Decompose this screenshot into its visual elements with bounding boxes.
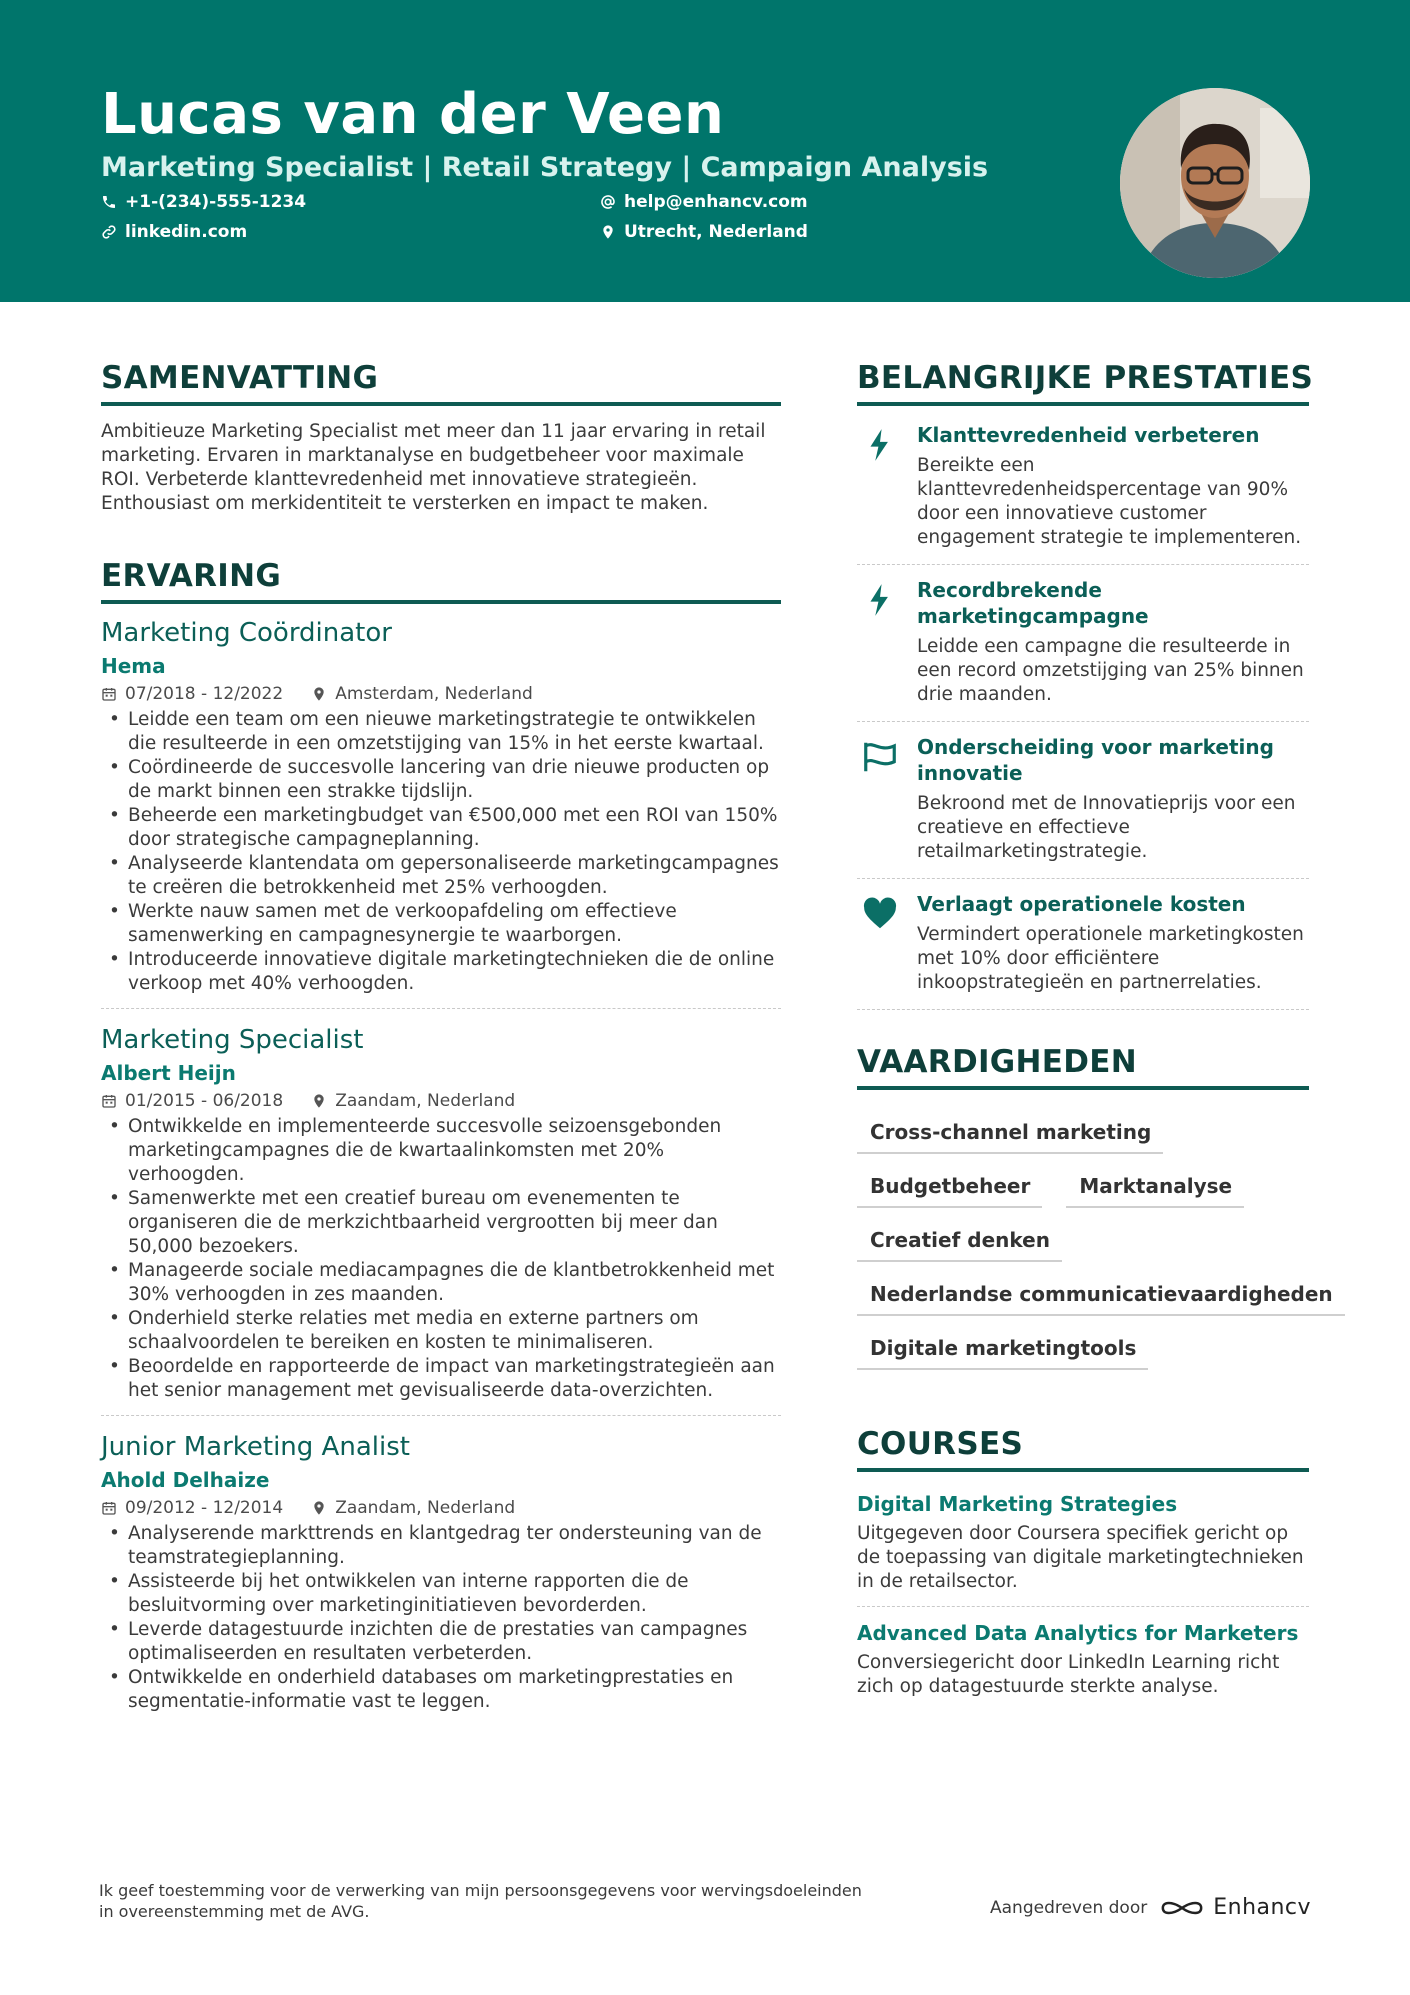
bullet-item: • Manageerde sociale mediacampagnes die de klantbetrokkenheid met 30% verhoogden in zes maanden. (101, 1259, 781, 1307)
job-title: Junior Marketing Analist (101, 1432, 410, 1462)
phone-icon (101, 194, 117, 210)
job-dates (101, 1498, 283, 1518)
job-bullets (101, 708, 781, 996)
job-dates (101, 684, 283, 704)
achievements-heading: BELANGRIJKE PRESTATIES (857, 360, 1309, 406)
job-company: Ahold Delhaize (101, 1468, 270, 1492)
skill-tag: Budgetbeheer (857, 1166, 1042, 1208)
job-meta (101, 684, 781, 704)
calendar-icon (101, 1093, 117, 1109)
courses-heading: COURSES (857, 1426, 1309, 1472)
location-contact (600, 222, 808, 242)
skill-tag: Marktanalyse (1066, 1166, 1244, 1208)
phone-value: +1-(234)-555-1234 (125, 192, 307, 212)
achievement-item (857, 410, 1309, 565)
job-location-value: Amsterdam, Nederland (335, 684, 533, 704)
infinity-icon (1159, 1896, 1205, 1920)
achievement-item (857, 565, 1309, 722)
job-company: Albert Heijn (101, 1061, 236, 1085)
brand-name: Enhancv (1213, 1895, 1312, 1920)
job-dates-value: 07/2018 - 12/2022 (125, 684, 284, 704)
skill-tag: Nederlandse communicatievaardigheden (857, 1274, 1345, 1316)
achievement-title: Recordbrekende marketingcampagne (917, 578, 1149, 628)
calendar-icon (101, 686, 117, 702)
bullet-item: • Onderhield sterke relaties met media en externe partners om schaalvoordelen te bereiken en kosten te minimaliseren. (101, 1307, 781, 1355)
location-pin-icon (311, 686, 327, 702)
bullet-item: • Beheerde een marketingbudget van €500,000 met een ROI van 150% door strategische campagneplanning. (101, 804, 781, 852)
achievement-desc: Bekroond met de Innovatieprijs voor een creatieve en effectieve retailmarketingstrategie. (917, 793, 1296, 862)
heart-icon (857, 891, 903, 995)
job-meta (101, 1091, 781, 1111)
linkedin-value[interactable]: linkedin.com (125, 222, 248, 242)
consent-text: Ik geef toestemming voor de verwerking van mijn persoonsgegevens voor wervingsdoeleinden in overeenstemming met de AVG. (99, 1881, 862, 1921)
skill-tag: Digitale marketingtools (857, 1328, 1148, 1370)
powered-by[interactable] (990, 1895, 1311, 1920)
lightning-icon (857, 577, 903, 707)
job-dates-value: 09/2012 - 12/2014 (125, 1498, 284, 1518)
at-icon (600, 194, 616, 210)
bullet-item: • Ontwikkelde en onderhield databases om marketingprestaties en segmentatie-informatie vast te leggen. (101, 1666, 781, 1714)
skills-list (857, 1104, 1333, 1382)
skills-heading: VAARDIGHEDEN (857, 1044, 1309, 1090)
bullet-item: • Beoordelde en rapporteerde de impact van marketingstrategieën aan het senior management met gevisualiseerde data-overzichten. (101, 1355, 781, 1403)
location-value: Utrecht, Nederland (624, 222, 808, 242)
bullet-item: • Leverde datagestuurde inzichten die de prestaties van campagnes optimaliseerden en resultaten verbeterden. (101, 1618, 781, 1666)
linkedin-contact[interactable] (101, 222, 247, 242)
enhancv-logo[interactable] (1159, 1895, 1311, 1920)
achievement-item (857, 879, 1309, 1010)
link-icon (101, 224, 117, 240)
course-item (857, 1615, 1309, 1711)
bullet-item: • Werkte nauw samen met de verkoopafdeling om effectieve samenwerking en campagnesynergie te waarborgen. (101, 900, 781, 948)
right-column (857, 360, 1333, 1719)
job-location-value: Zaandam, Nederland (335, 1091, 516, 1111)
course-title: Digital Marketing Strategies (857, 1492, 1178, 1516)
headline: Marketing Specialist | Retail Strategy | Campaign Analysis (101, 152, 989, 183)
left-column (101, 360, 781, 1742)
location-pin-icon (311, 1093, 327, 1109)
achievement-item (857, 722, 1309, 879)
powered-by-label: Aangedreven door (990, 1897, 1148, 1918)
job-company: Hema (101, 654, 166, 678)
location-pin-icon (600, 224, 616, 240)
job-title: Marketing Coördinator (101, 618, 392, 648)
job-location (311, 684, 533, 704)
bullet-item: • Ontwikkelde en implementeerde succesvolle seizoensgebonden marketingcampagnes die de kwartaalinkomsten met 20% verhoogden. (101, 1115, 781, 1187)
achievement-title: Klanttevredenheid verbeteren (917, 423, 1260, 447)
achievement-desc: Bereikte een klanttevredenheidspercentage van 90% door een innovatieve customer engagement strategie te implementeren. (917, 455, 1302, 548)
job-entry (101, 618, 781, 1009)
skill-tag: Creatief denken (857, 1220, 1062, 1262)
bullet-item: • Analyserende markttrends en klantgedrag ter ondersteuning van de teamstrategieplanning. (101, 1522, 781, 1570)
job-title: Marketing Specialist (101, 1025, 364, 1055)
summary-text: Ambitieuze Marketing Specialist met meer dan 11 jaar ervaring in retail marketing. Ervaren in marktanalyse en budgetbeheer voor maximale ROI. Verbeterde klanttevredenheid met innovatieve strategieën. Enthousiast om merkidentiteit te versterken en impact te maken. (101, 421, 766, 514)
course-title: Advanced Data Analytics for Marketers (857, 1621, 1299, 1645)
summary-heading: SAMENVATTING (101, 360, 781, 406)
job-meta (101, 1498, 781, 1518)
job-dates (101, 1091, 283, 1111)
bullet-item: • Samenwerkte met een creatief bureau om evenementen te organiseren die de merkzichtbaarheid vergrootten bij meer dan 50,000 bezoekers. (101, 1187, 781, 1259)
experience-heading: ERVARING (101, 558, 781, 604)
profile-photo (1120, 88, 1310, 278)
job-location (311, 1091, 515, 1111)
course-desc: Conversiegericht door LinkedIn Learning richt zich op datagestuurde sterkte analyse. (857, 1652, 1280, 1697)
email-contact[interactable] (600, 192, 808, 212)
job-location-value: Zaandam, Nederland (335, 1498, 516, 1518)
header-banner (0, 0, 1410, 302)
calendar-icon (101, 1500, 117, 1516)
bullet-item: • Coördineerde de succesvolle lancering van drie nieuwe producten op de markt binnen een strakke tijdslijn. (101, 756, 781, 804)
phone-contact (101, 192, 306, 212)
bullet-item: • Analyseerde klantendata om gepersonaliseerde marketingcampagnes te creëren die betrokkenheid met 25% verhoogden. (101, 852, 781, 900)
bullet-item: • Assisteerde bij het ontwikkelen van interne rapporten die de besluitvorming over marketinginitiatieven bevorderden. (101, 1570, 781, 1618)
email-value[interactable]: help@enhancv.com (624, 192, 808, 212)
course-item (857, 1486, 1309, 1607)
achievement-desc: Leidde een campagne die resulteerde in een record omzetstijging van 25% binnen drie maanden. (917, 636, 1304, 705)
skill-tag: Cross-channel marketing (857, 1112, 1163, 1154)
bullet-item: • Leidde een team om een nieuwe marketingstrategie te ontwikkelen die resulteerde in een omzetstijging van 15% in het eerste kwartaal. (101, 708, 781, 756)
bullet-item: • Introduceerde innovatieve digitale marketingtechnieken die de online verkoop met 40% verhoogden. (101, 948, 781, 996)
flag-icon (857, 734, 903, 864)
job-dates-value: 01/2015 - 06/2018 (125, 1091, 284, 1111)
achievement-title: Onderscheiding voor marketing innovatie (917, 735, 1274, 785)
job-location (311, 1498, 515, 1518)
location-pin-icon (311, 1500, 327, 1516)
job-bullets (101, 1522, 781, 1714)
job-entry (101, 1025, 781, 1416)
course-desc: Uitgegeven door Coursera specifiek gericht op de toepassing van digitale marketingtechnieken in de retailsector. (857, 1523, 1304, 1592)
lightning-icon (857, 422, 903, 550)
job-bullets (101, 1115, 781, 1403)
achievement-title: Verlaagt operationele kosten (917, 892, 1246, 916)
job-entry (101, 1432, 781, 1726)
achievement-desc: Vermindert operationele marketingkosten met 10% door efficiëntere inkoopstrategieën en partnerrelaties. (917, 924, 1304, 993)
candidate-name: Lucas van der Veen (101, 82, 725, 147)
